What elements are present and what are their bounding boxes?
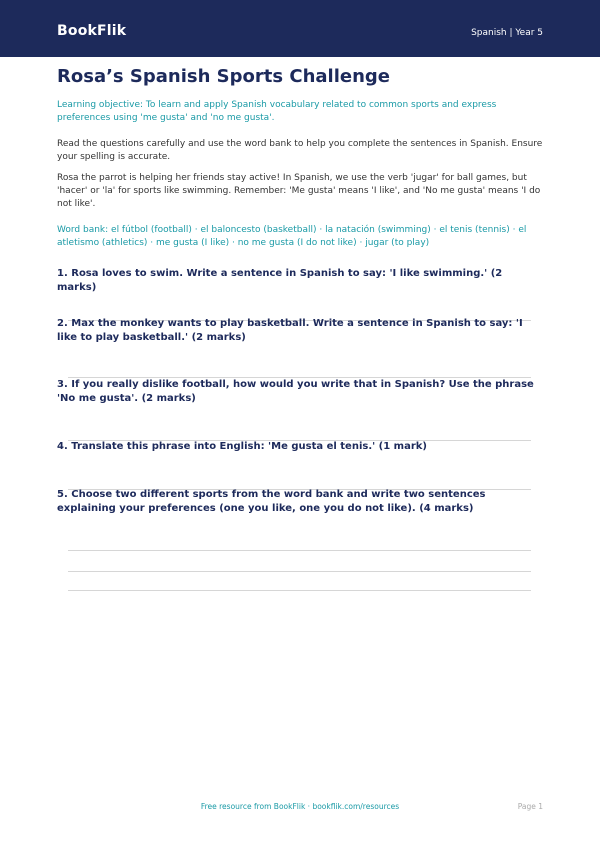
page-number: Page 1 <box>517 802 543 811</box>
instructions: Read the questions carefully and use the word bank to help you complete the sentences in Spanish. Ensure your spelling is accurate. <box>57 139 543 162</box>
question-5: 5. Choose two different sports from the word bank and write two sentences explaining your preferences (one you like, one you do not like). (4 marks) <box>57 489 486 514</box>
footer-credit: Free resource from BookFlik · bookflik.com/resources <box>200 802 400 811</box>
word-bank: Word bank: el fútbol (football) · el baloncesto (basketball) · la natación (swimming) · el tenis (tennis) · el atletismo (athletics) · me gusta (I like) · no me gusta (I do not like) · jugar (to play) <box>57 225 527 248</box>
page-header <box>0 0 600 57</box>
answer-line[interactable] <box>68 590 531 591</box>
question-4: 4. Translate this phrase into English: 'Me gusta el tenis.' (1 mark) <box>57 441 427 452</box>
subject-year-label: Spanish | Year 5 <box>471 28 543 38</box>
answer-line[interactable] <box>68 571 531 572</box>
brand-logo: BookFlik <box>57 23 127 39</box>
question-1: 1. Rosa loves to swim. Write a sentence in Spanish to say: 'I like swimming.' (2 marks) <box>57 268 503 293</box>
answer-line[interactable] <box>68 550 531 551</box>
intro-text: Rosa the parrot is helping her friends stay active! In Spanish, we use the verb 'jugar' for ball games, but 'hacer' or 'la' for sports like swimming. Remember: 'Me gusta' means 'I like', and 'No me gusta' means 'I do not like'. <box>57 173 541 209</box>
question-3: 3. If you really dislike football, how would you write that in Spanish? Use the phrase 'No me gusta'. (2 marks) <box>57 379 534 404</box>
question-2: 2. Max the monkey wants to play basketball. Write a sentence in Spanish to say: 'I like to play basketball.' (2 marks) <box>57 318 523 343</box>
learning-objective: Learning objective: To learn and apply Spanish vocabulary related to common sports and express preferences using 'me gusta' and 'no me gusta'. <box>57 100 497 123</box>
worksheet-title: Rosa’s Spanish Sports Challenge <box>57 66 390 87</box>
